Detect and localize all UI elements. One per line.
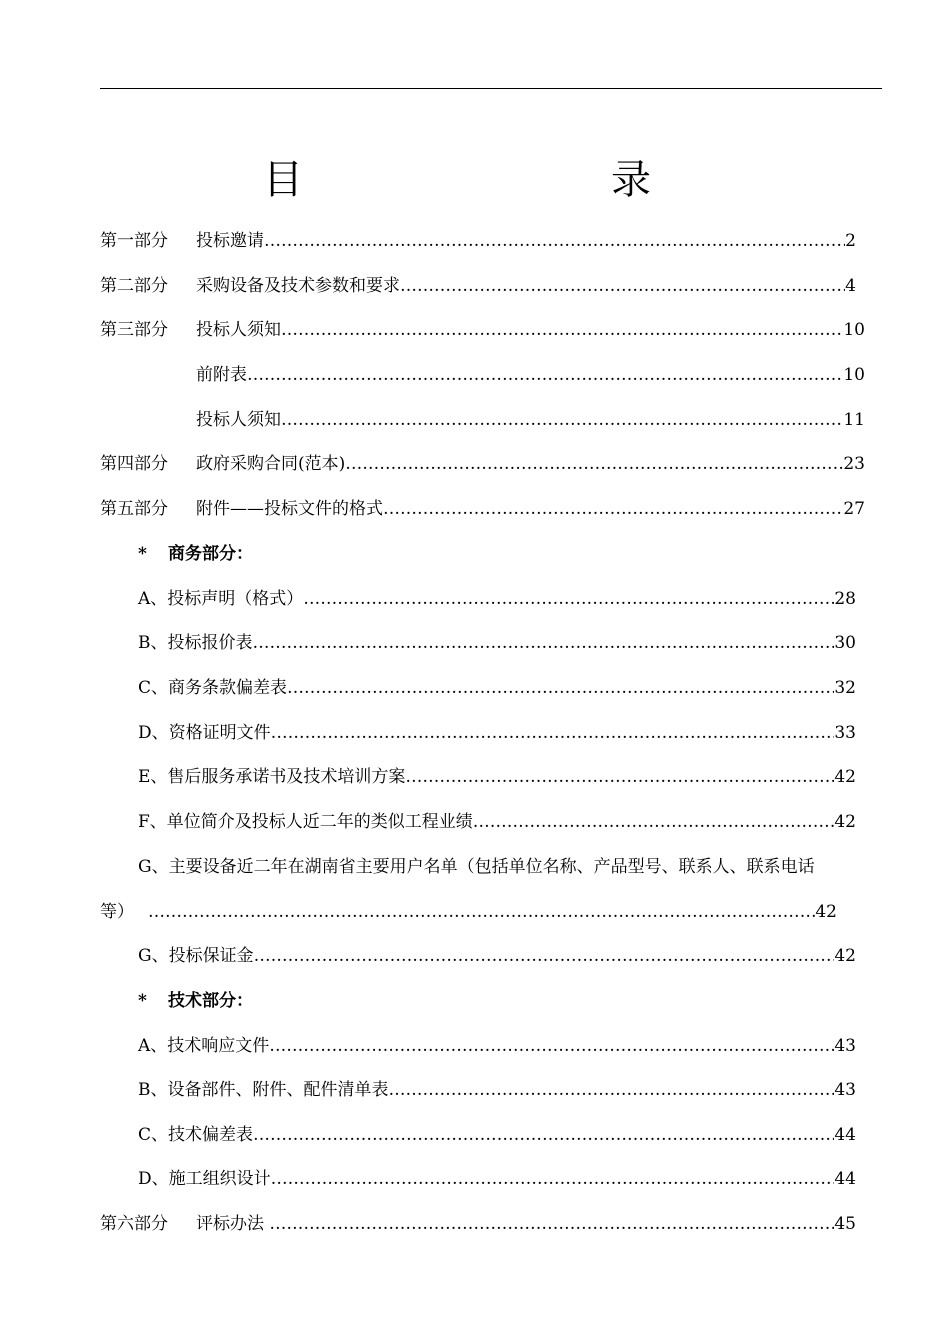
toc-entry-label: 评标办法 [196,1214,270,1234]
toc-page-number: 33 [834,723,856,743]
business-section-heading [138,542,253,566]
toc-entry[interactable] [100,408,865,432]
toc-page-number: 27 [843,499,865,519]
toc-entry-label: E、售后服务承诺书及技术培训方案 [138,767,406,787]
toc-entry-label: C、技术偏差表 [138,1125,254,1145]
dot-leader [269,1212,834,1236]
header-rule [100,88,882,89]
technical-heading-label: 技术部分： [168,991,253,1011]
toc-page-number: 10 [843,320,865,340]
toc-entry[interactable] [138,1078,856,1102]
dot-leader [271,1167,835,1191]
dot-leader [247,363,843,387]
toc-page-number: 45 [834,1214,856,1234]
toc-entry[interactable] [100,497,865,521]
toc-entry-label: 政府采购合同(范本) [196,454,346,474]
toc-page-number: 30 [834,633,856,653]
dot-leader [281,408,843,432]
toc-entry[interactable] [138,944,856,968]
asterisk-icon: * [138,544,147,564]
toc-page-number: 2 [845,231,856,251]
toc-entry-label: 采购设备及技术参数和要求 [196,276,400,296]
toc-entry[interactable] [100,1212,856,1236]
toc-page-number: 10 [843,365,865,385]
toc-page-number: 44 [834,1169,856,1189]
toc-page-number: 42 [834,812,856,832]
asterisk-icon: * [138,991,147,1011]
dot-leader [287,676,834,700]
toc-entry[interactable] [138,631,856,655]
toc-entry-label: 附件——投标文件的格式 [196,499,383,519]
dot-leader [389,1078,835,1102]
toc-title: 目 录 [263,157,727,203]
dot-leader [473,810,835,834]
toc-page-number: 42 [834,946,856,966]
toc-page-number: 42 [815,902,837,922]
toc-page-number: 42 [834,767,856,787]
toc-entry[interactable] [100,318,865,342]
toc-page-number: 28 [834,589,856,609]
toc-page-number: 32 [834,678,856,698]
business-heading-label: 商务部分： [168,544,253,564]
toc-entry[interactable] [138,1123,856,1147]
toc-entry-label: A、技术响应文件 [138,1036,270,1056]
toc-entry-long-line1[interactable]: G、主要设备近二年在湖南省主要用户名单（包括单位名称、产品型号、联系人、联系电话 [138,857,815,877]
toc-part-label: 第五部分 [100,499,168,519]
dot-leader [281,318,843,342]
dot-leader [405,765,834,789]
toc-entry[interactable] [138,587,856,611]
toc-part-label: 第四部分 [100,454,168,474]
dot-leader [345,452,843,476]
dot-leader [271,721,835,745]
dot-leader [253,631,835,655]
toc-entry[interactable] [138,676,856,700]
toc-entry-label: 等） [100,902,134,922]
toc-entry-label: F、单位简介及投标人近二年的类似工程业绩 [138,812,473,832]
dot-leader [254,944,835,968]
toc-page-number: 43 [834,1036,856,1056]
toc-entry-label: B、投标报价表 [138,633,253,653]
dot-leader [269,1034,834,1058]
toc-entry[interactable] [100,452,865,476]
toc-entry[interactable] [138,1167,856,1191]
toc-entry[interactable] [138,810,856,834]
toc-page-number: 43 [834,1080,856,1100]
toc-entry-label: B、设备部件、附件、配件清单表 [138,1080,389,1100]
toc-page-number: 11 [843,410,865,430]
toc-entry[interactable] [100,229,856,253]
toc-entry[interactable] [138,765,856,789]
toc-entry-label: 投标人须知 [196,320,281,340]
toc-page-number: 44 [834,1125,856,1145]
toc-entry[interactable] [100,274,856,298]
toc-entry[interactable] [138,721,856,745]
dot-leader [264,229,845,253]
toc-part-label: 第六部分 [100,1214,168,1234]
toc-part-label: 第三部分 [100,320,168,340]
toc-entry[interactable] [100,363,865,387]
technical-section-heading [138,989,253,1013]
dot-leader [383,497,843,521]
toc-entry-label: 前附表 [196,365,247,385]
toc-entry-long-line2[interactable] [100,900,837,924]
toc-page-number: 23 [843,454,865,474]
toc-part-label: 第一部分 [100,231,168,251]
toc-entry-label: A、投标声明（格式） [138,589,304,609]
toc-entry-label: D、资格证明文件 [138,723,271,743]
toc-entry-label: D、施工组织设计 [138,1169,271,1189]
toc-entry-label: 投标邀请 [196,231,264,251]
toc-entry-label: C、商务条款偏差表 [138,678,288,698]
dot-leader [253,1123,834,1147]
dot-leader [400,274,845,298]
toc-page-number: 4 [845,276,856,296]
toc-entry-label: G、投标保证金 [138,946,254,966]
toc-part-label: 第二部分 [100,276,168,296]
toc-entry[interactable] [138,1034,856,1058]
dot-leader [303,587,834,611]
toc-entry-label: 投标人须知 [196,410,281,430]
dot-leader [148,900,815,924]
